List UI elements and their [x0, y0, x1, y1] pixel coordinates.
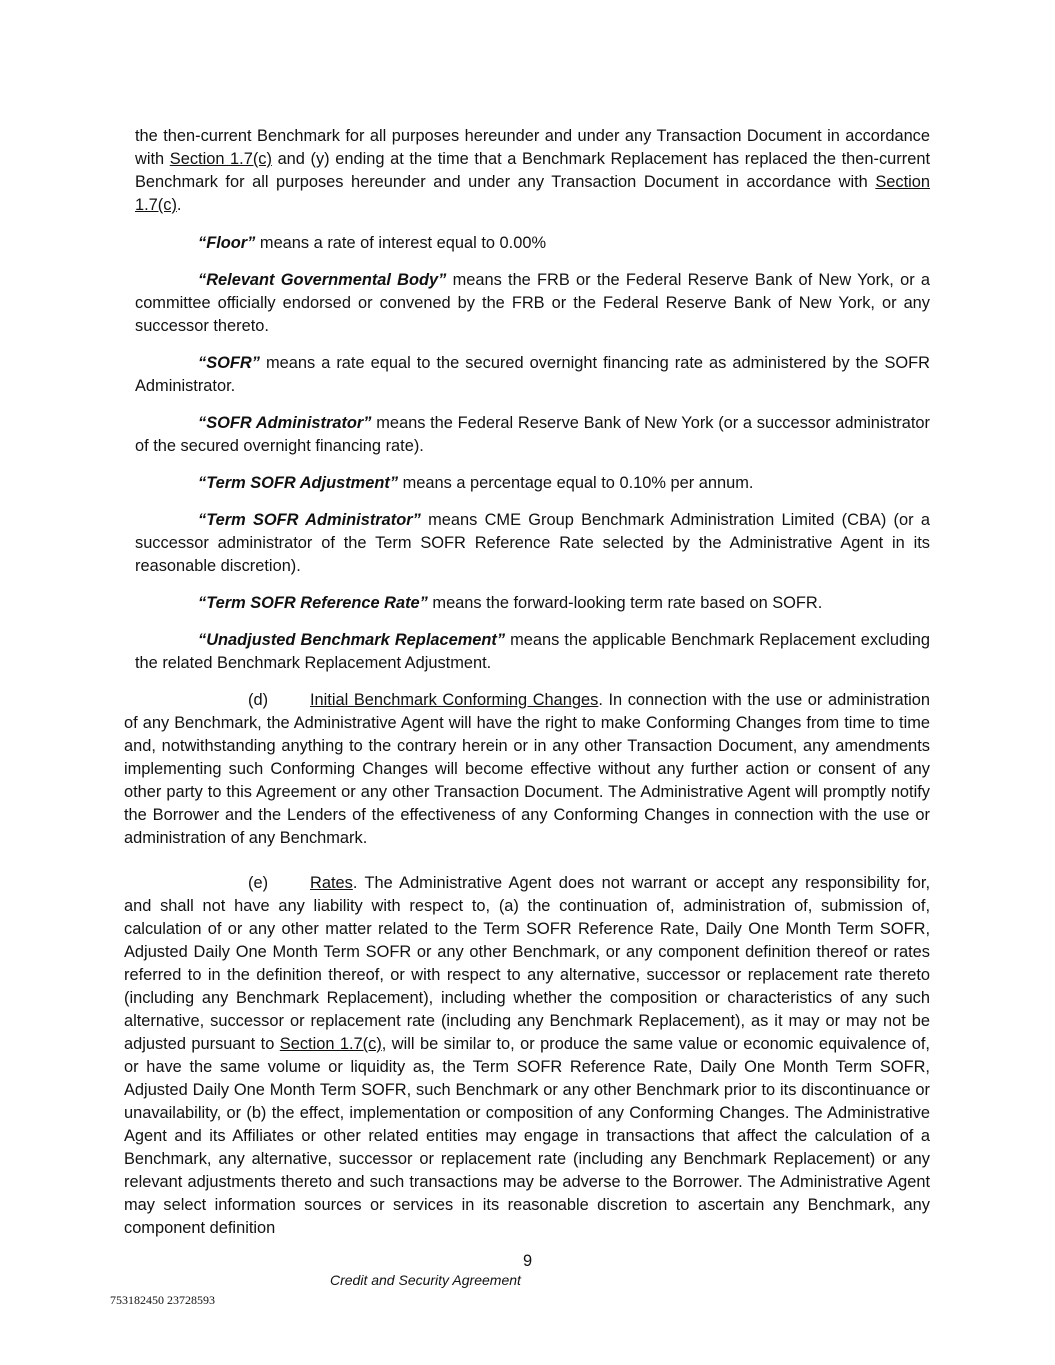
definition-text: means the Federal Reserve Bank of New York (or a successor administrator of the secured overnight financing rate). [135, 414, 930, 455]
footer-document-id: 753182450 23728593 [110, 1293, 215, 1307]
defined-term: “Unadjusted Benchmark Replacement” [198, 631, 506, 649]
continuation-text-2: and (y) ending at the time that a Benchmark Replacement has replaced the then-current Benchmark for all purposes hereunder and under any Transaction Document in accordance with [135, 150, 930, 191]
paragraph-heading: Rates [310, 874, 353, 892]
defined-term: “Relevant Governmental Body” [198, 271, 447, 289]
paragraph-label: (d) [248, 691, 269, 709]
section-reference-link: Section 1.7(c) [279, 1035, 382, 1053]
definition-text: means the FRB or the Federal Reserve Bank of New York, or a committee officially endorsed or convened by the FRB or the Federal Reserve Bank of New York, or any successor thereto. [135, 271, 930, 335]
definition-floor [135, 232, 930, 255]
defined-term: “SOFR Administrator” [198, 414, 372, 432]
definition-term-sofr-reference-rate [135, 592, 930, 615]
defined-term: “Term SOFR Reference Rate” [198, 594, 428, 612]
definition-text: means a percentage equal to 0.10% per annum. [398, 474, 754, 492]
paragraph-d [124, 689, 930, 850]
paragraph-e [124, 872, 930, 1240]
paragraph-heading: Initial Benchmark Conforming Changes [310, 691, 599, 709]
definition-text: means a rate equal to the secured overnight financing rate as administered by the SOFR Administrator. [135, 354, 930, 395]
definition-text: means the forward-looking term rate based on SOFR. [427, 594, 823, 612]
section-reference-link: Section 1.7(c) [135, 173, 930, 214]
section-reference-link: Section 1.7(c) [169, 150, 272, 168]
definition-text: means CME Group Benchmark Administration Limited (CBA) (or a successor administrator of the Term SOFR Reference Rate selected by the Administrative Agent in its reasonable discretion). [135, 511, 930, 575]
footer-document-title: Credit and Security Agreement [330, 1272, 521, 1288]
continuation-paragraph [135, 125, 930, 217]
definition-unadjusted-benchmark-replacement [135, 629, 930, 675]
paragraph-text: . In connection with the use or administration of any Benchmark, the Administrative Agent will have the right to make Conforming Changes from time to time and, notwithstanding anything to the contrary herein or in any other Transaction Document, any amendments implementing such Conforming Changes will become effective without any further action or consent of any other party to this Agreement or any other Transaction Document. The Administrative Agent will promptly notify the Borrower and the Lenders of the effectiveness of any Conforming Changes in connection with the use or administration of any Benchmark. [124, 691, 930, 847]
page-number: 9 [522, 1252, 533, 1270]
definition-sofr-administrator [135, 412, 930, 458]
defined-term: “Term SOFR Adjustment” [198, 474, 399, 492]
definition-relevant-governmental-body [135, 269, 930, 338]
definition-text: means the applicable Benchmark Replacement excluding the related Benchmark Replacement Adjustment. [135, 631, 931, 672]
definition-term-sofr-adjustment [135, 472, 930, 495]
paragraph-label: (e) [248, 874, 269, 892]
defined-term: “Term SOFR Administrator” [198, 511, 421, 529]
definition-term-sofr-administrator [135, 509, 930, 578]
paragraph-text-1: . The Administrative Agent does not warrant or accept any responsibility for, and shall not have any liability with respect to, (a) the continuation of, administration of, submission of, calculation of or any other matter related to the Term SOFR Reference Rate, Daily One Month Term SOFR, Adjusted Daily One Month Term SOFR or any other Benchmark, or any component definition thereof or rates referred to in the definition thereof, or with respect to any alternative, successor or replacement rate thereto (including any Benchmark Replacement), including whether the composition or characteristics of any such alternative, successor or replacement rate (including any Benchmark Replacement), as it may or may not be adjusted pursuant to [124, 874, 930, 1053]
paragraph-text-2: , will be similar to, or produce the same value or economic equivalence of, or have the same volume or liquidity as, the Term SOFR Reference Rate, Daily One Month Term SOFR, Adjusted Daily One Month Term SOFR, such Benchmark or any other Benchmark prior to its discontinuance or unavailability, or (b) the effect, implementation or composition of any Conforming Changes. The Administrative Agent and its Affiliates or other related entities may engage in transactions that affect the calculation of a Benchmark, any alternative, successor or replacement rate (including any Benchmark Replacement) or any relevant adjustments thereto and such transactions may be adverse to the Borrower. The Administrative Agent may select information sources or services in its reasonable discretion to ascertain any Benchmark, any component definition [124, 1035, 930, 1237]
defined-term: “Floor” [198, 234, 256, 252]
continuation-text-3: . [176, 196, 182, 214]
definition-sofr [135, 352, 930, 398]
continuation-text-1: the then-current Benchmark for all purposes hereunder and under any Transaction Document in accordance with [135, 127, 930, 168]
defined-term: “SOFR” [198, 354, 260, 372]
definition-text: means a rate of interest equal to 0.00% [255, 234, 547, 252]
